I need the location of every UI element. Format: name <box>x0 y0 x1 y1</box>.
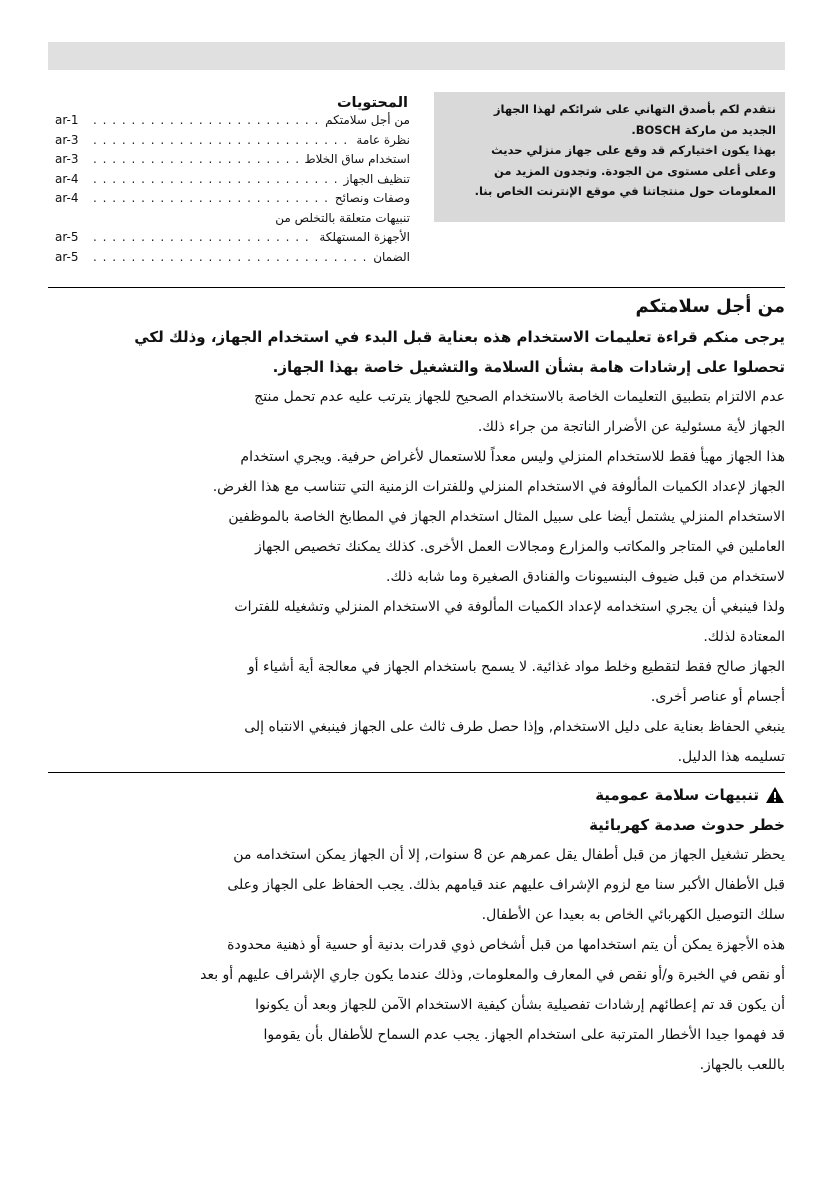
toc-item-page: ar-3 <box>55 152 79 166</box>
paragraph-line: باللعب بالجهاز. <box>699 1057 785 1073</box>
toc-leader <box>93 250 369 264</box>
toc-item-label: الأجهزة المستهلكة <box>319 230 410 244</box>
toc-item-page: ar-5 <box>55 249 79 264</box>
intro-line: الجديد من ماركة BOSCH. <box>631 122 776 137</box>
intro-box <box>434 92 785 222</box>
toc-item-label: الضمان <box>373 249 410 264</box>
toc-item-page: ar-5 <box>55 230 79 244</box>
toc-item-label: تنبيهات متعلقة بالتخلص من <box>275 210 410 225</box>
section-title: تنبيهات سلامة عمومية <box>595 786 759 804</box>
toc-leader <box>93 133 352 147</box>
paragraph-line: الجهاز لأية مسئولية عن الأضرار الناتجة من جراء ذلك. <box>477 419 785 435</box>
toc-leader <box>93 191 331 205</box>
toc-item-label: من أجل سلامتكم <box>325 113 410 127</box>
section-title: من أجل سلامتكم <box>635 296 785 317</box>
subsection-title: خطر حدوث صدمة كهربائية <box>589 816 785 834</box>
toc-leader <box>93 113 321 127</box>
paragraph-line: تسليمه هذا الدليل. <box>677 749 785 765</box>
paragraph-line: عدم الالتزام بتطبيق التعليمات الخاصة بالاستخدام الصحيح للجهاز يترتب عليه عدم تحمل منتج <box>254 389 785 405</box>
warning-triangle-icon <box>765 786 785 804</box>
paragraph-line: المعتادة لذلك. <box>703 629 785 645</box>
toc-leader <box>93 172 340 186</box>
paragraph-line: الجهاز صالح فقط لتقطيع وخلط مواد غذائية. لا يسمح باستخدام الجهاز في معالجة أية أشياء أو <box>247 659 785 675</box>
toc-item-page: ar-4 <box>55 191 79 205</box>
paragraph-line: هذه الأجهزة يمكن أن يتم استخدامها من قبل أشخاص ذوي قدرات بدنية أو حسية أو ذهنية محدودة <box>227 937 785 953</box>
safety-section <box>48 292 785 772</box>
general-safety-section <box>48 780 785 1080</box>
toc-item-label: استخدام ساق الخلاط <box>304 152 410 166</box>
paragraph-line: الجهاز لإعداد الكميات المألوفة في الاستخدام المنزلي وللفترات الزمنية التي تتناسب مع هذا الغرض. <box>212 479 785 495</box>
paragraph-line: يحظر تشغيل الجهاز من قبل أطفال يقل عمرهم عن 8 سنوات, إلا أن الجهاز يمكن استخدامه من <box>233 847 785 863</box>
paragraph-line: قد فهموا جيدا الأخطار المترتبة على استخدام الجهاز. يجب عدم السماح للأطفال بأن يقوموا <box>263 1027 785 1043</box>
paragraph-line: هذا الجهاز مهيأ فقط للاستخدام المنزلي وليس معداً للاستعمال لأغراض حرفية. ويجري استخدام <box>240 449 785 465</box>
toc-item-page: ar-4 <box>55 171 79 186</box>
toc-title: المحتويات <box>336 95 408 111</box>
intro-line: المعلومات حول منتجاتنا في موقع الإنترنت الخاص بنا. <box>474 184 776 198</box>
toc-item[interactable] <box>55 113 410 133</box>
intro-line: بهذا يكون اختياركم قد وقع على جهاز منزلي حديث <box>491 143 776 157</box>
bold-paragraph-line: تحصلوا على إرشادات هامة بشأن السلامة والتشغيل خاصة بهذا الجهاز. <box>272 358 785 376</box>
paragraph-line: سلك التوصيل الكهربائي الخاص به بعيدا عن الأطفال. <box>481 907 785 923</box>
paragraph-line: أجسام أو عناصر أخرى. <box>650 689 785 705</box>
paragraph-line: ينبغي الحفاظ بعناية على دليل الاستخدام, وإذا حصل طرف ثالث على الجهاز فينبغي الانتباه إلى <box>244 719 785 735</box>
toc-item[interactable] <box>55 152 410 172</box>
toc-item[interactable] <box>55 191 410 211</box>
toc-item-label: نظرة عامة <box>356 132 410 147</box>
paragraph-line: ولذا فينبغي أن يجري استخدامه لإعداد الكميات المألوفة في الاستخدام المنزلي وتشغيله للفترات <box>234 599 785 615</box>
toc-item[interactable] <box>55 211 410 231</box>
intro-line: وعلى أعلى مستوى من الجودة. وتجدون المزيد من <box>494 163 776 178</box>
intro-line: نتقدم لكم بأصدق التهاني على شرائكم لهذا الجهاز <box>493 102 776 116</box>
paragraph-line: أو نقص في الخبرة و/أو نقص في المعارف والمعلومات, وذلك عندما يكون جاري الإشراف عليهم أو بعد <box>200 967 785 983</box>
toc-item[interactable] <box>55 133 410 153</box>
paragraph-line: الاستخدام المنزلي يشتمل أيضا على سبيل المثال استخدام الجهاز في المطابخ الخاصة بالموظفين <box>228 509 785 525</box>
toc-leader <box>93 152 301 166</box>
toc-item-label: وصفات ونصائح <box>334 191 410 205</box>
toc-item-page: ar-3 <box>55 132 79 147</box>
section-divider <box>48 287 785 288</box>
section-divider <box>48 772 785 773</box>
paragraph-line: العاملين في المتاجر والمكاتب والمزارع ومجالات العمل الأخرى. كذلك يمكنك تخصيص الجهاز <box>255 539 785 555</box>
toc-item-label: تنظيف الجهاز <box>343 171 410 186</box>
paragraph-line: قبل الأطفال الأكبر سنا مع لزوم الإشراف عليهم عند قيامهم بذلك. يجب الحفاظ على الجهاز وعلى <box>227 877 785 893</box>
section-title-row <box>48 780 785 810</box>
bold-paragraph-line: يرجى منكم قراءة تعليمات الاستخدام هذه بعناية قبل البدء في استخدام الجهاز، وذلك لكي <box>134 328 785 346</box>
toc-item[interactable] <box>55 230 410 250</box>
toc-item[interactable] <box>55 250 410 270</box>
table-of-contents <box>55 93 410 269</box>
toc-leader <box>93 230 315 244</box>
paragraph-line: أن يكون قد تم إعطائهم إرشادات تفصيلية بشأن كيفية الاستخدام الآمن للجهاز وبعد أن يكونوا <box>255 997 785 1013</box>
header-bar <box>48 42 785 70</box>
toc-item[interactable] <box>55 172 410 192</box>
toc-item-page: ar-1 <box>55 113 79 127</box>
paragraph-line: لاستخدام من قبل ضيوف البنسيونات والفنادق الصغيرة وما شابه ذلك. <box>386 569 785 585</box>
